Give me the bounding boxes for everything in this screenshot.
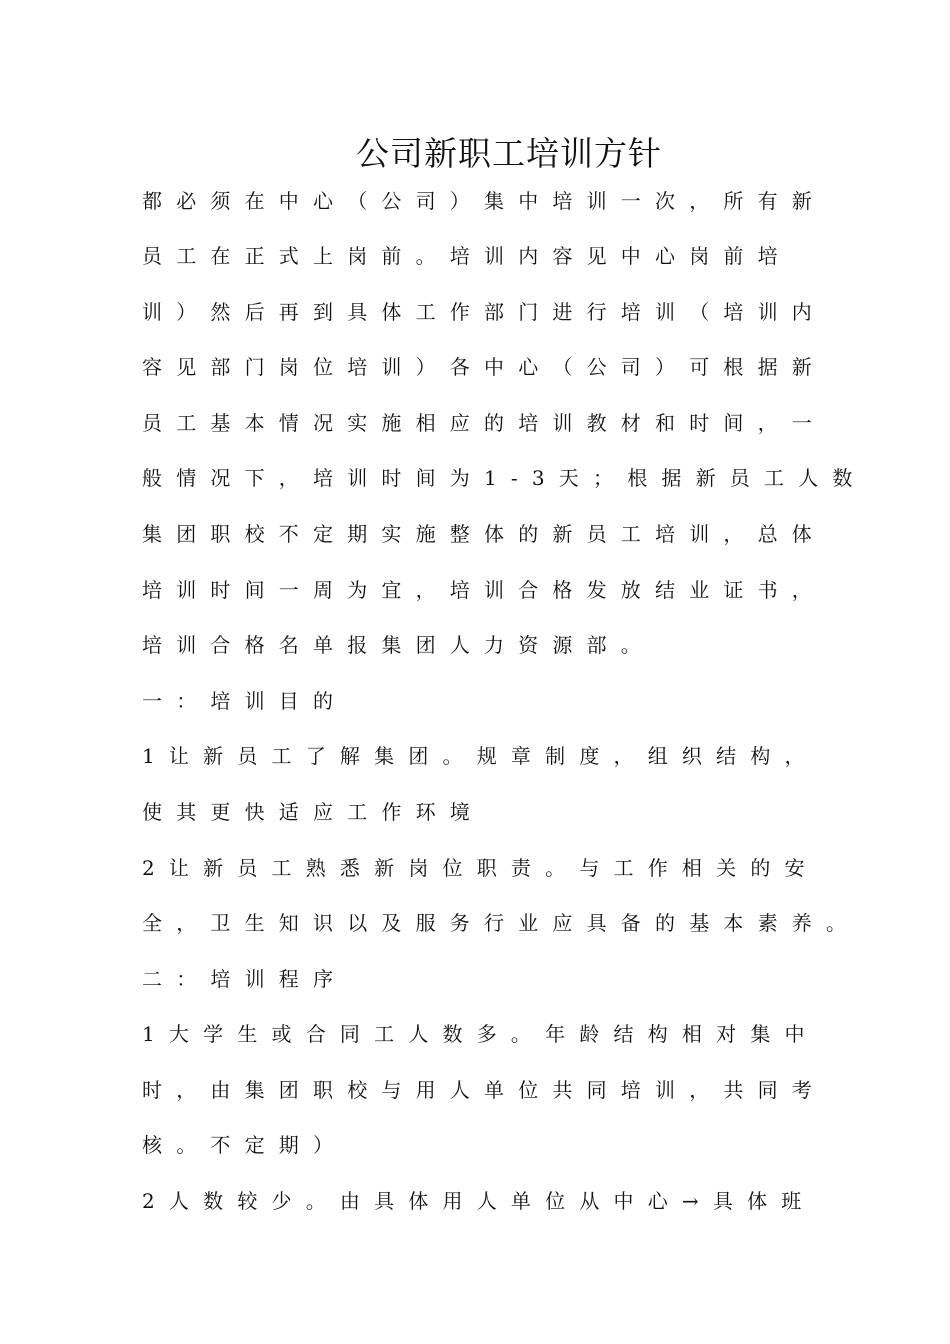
section-heading-1: 一：培训目的 xyxy=(142,689,348,713)
body-line-12: 使其更快适应工作环境 xyxy=(142,800,484,824)
body-line-19: 2人数较少。由具体用人单位从中心→具体班 xyxy=(142,1189,816,1213)
body-line-7: 集团职校不定期实施整体的新员工培训，总体 xyxy=(142,522,826,546)
body-line-4: 容见部门岗位培训）各中心（公司）可根据新 xyxy=(142,355,826,379)
body-line-6: 般情况下，培训时间为1-3天；根据新员工人数 xyxy=(142,466,867,490)
body-line-2: 员工在正式上岗前。培训内容见中心岗前培 xyxy=(142,244,792,268)
body-line-8: 培训时间一周为宜，培训合格发放结业证书， xyxy=(142,578,826,602)
body-line-16: 1大学生或合同工人数多。年龄结构相对集中 xyxy=(142,1022,819,1046)
body-line-5: 员工基本情况实施相应的培训教材和时间，一 xyxy=(142,411,826,435)
section-heading-2: 二：培训程序 xyxy=(142,967,348,991)
body-line-11: 1让新员工了解集团。规章制度，组织结构， xyxy=(142,744,819,768)
document-title: 公司新职工培训方针 xyxy=(356,134,662,173)
body-line-1: 都必须在中心（公司）集中培训一次，所有新 xyxy=(142,189,826,213)
body-line-13: 2让新员工熟悉新岗位职责。与工作相关的安 xyxy=(142,856,819,880)
body-line-9: 培训合格名单报集团人力资源部。 xyxy=(142,633,655,657)
body-line-17: 时，由集团职校与用人单位共同培训，共同考 xyxy=(142,1078,826,1102)
body-line-3: 训）然后再到具体工作部门进行培训（培训内 xyxy=(142,300,826,324)
body-line-18: 核。不定期） xyxy=(142,1133,348,1157)
body-line-14: 全，卫生知识以及服务行业应具备的基本素养。 xyxy=(142,911,861,935)
